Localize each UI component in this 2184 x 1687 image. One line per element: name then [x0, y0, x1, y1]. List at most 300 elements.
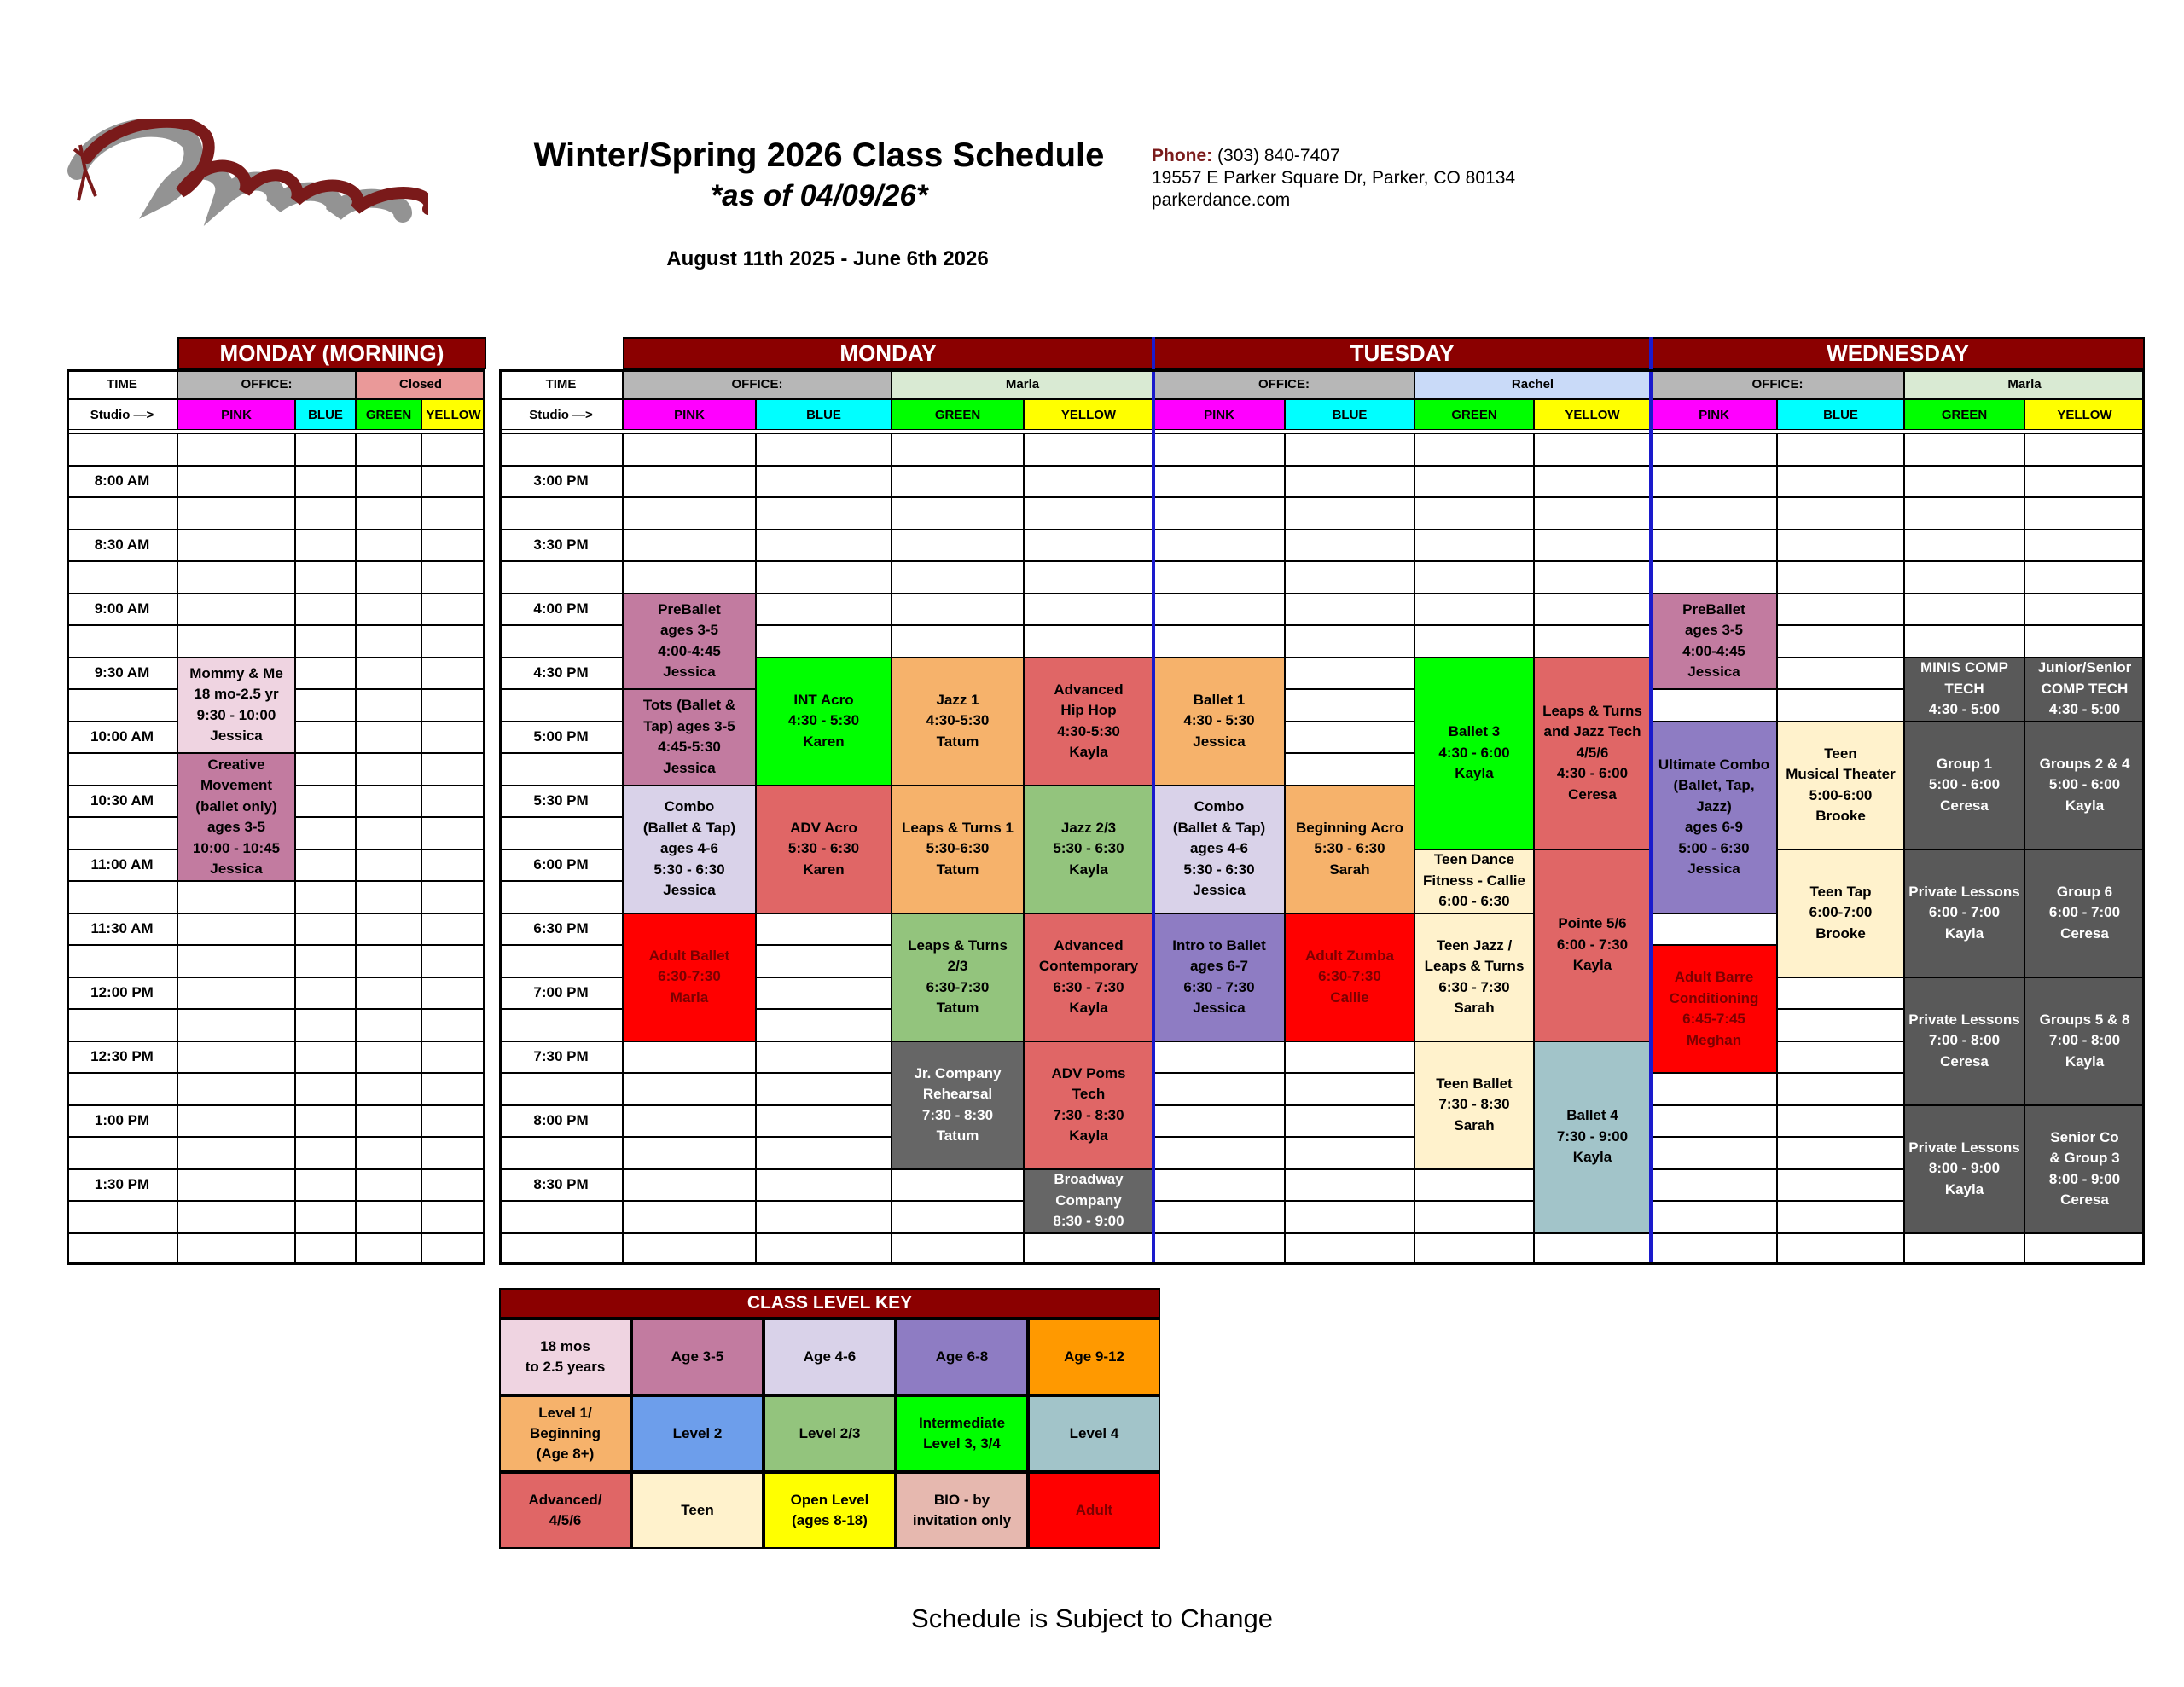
class-block: PreBallet ages 3-5 4:00-4:45 Jessica: [1651, 594, 1777, 690]
schedule-cell: [1777, 530, 1904, 562]
schedule-cell: [892, 466, 1024, 498]
time-slot: 6:00 PM: [499, 849, 623, 882]
time-slot: 3:30 PM: [499, 530, 623, 562]
schedule-cell: [177, 625, 295, 658]
as-of-date: *as of 04/09/26*: [710, 179, 928, 212]
time-slot: [499, 561, 623, 594]
schedule-cell: [421, 945, 485, 977]
schedule-cell: [892, 625, 1024, 658]
schedule-cell: [421, 1041, 485, 1074]
office-label-wednesday: OFFICE:: [1651, 369, 1904, 399]
class-block: Advanced Contemporary 6:30 - 7:30 Kayla: [1024, 913, 1153, 1041]
schedule-cell: [295, 1233, 356, 1266]
session-dates: August 11th 2025 - June 6th 2026: [666, 247, 989, 270]
schedule-cell: [1285, 1169, 1414, 1202]
schedule-cell: [1153, 530, 1285, 562]
schedule-cell: [756, 1041, 892, 1074]
time-slot: [499, 817, 623, 849]
schedule-cell: [295, 497, 356, 530]
schedule-cell: [421, 1073, 485, 1105]
schedule-cell: [421, 786, 485, 818]
schedule-cell: [756, 594, 892, 626]
schedule-cell: [2024, 497, 2145, 530]
schedule-cell: [1153, 1169, 1285, 1202]
schedule-cell: [1285, 497, 1414, 530]
schedule-cell: [623, 1137, 756, 1169]
morning-studio-green: GREEN: [356, 399, 421, 430]
schedule-cell: [2024, 530, 2145, 562]
class-block: Leaps & Turns 2/3 6:30-7:30 Tatum: [892, 913, 1024, 1041]
class-block: Adult Barre Conditioning 6:45-7:45 Meghan: [1651, 945, 1777, 1073]
class-block: MINIS COMP TECH 4:30 - 5:00: [1904, 658, 2024, 722]
class-block: Teen Tap 6:00-7:00 Brooke: [1777, 849, 1904, 977]
schedule-cell: [892, 497, 1024, 530]
time-slot: 10:00 AM: [67, 722, 177, 754]
schedule-cell: [177, 497, 295, 530]
schedule-cell: [1153, 433, 1285, 466]
schedule-cell: [177, 594, 295, 626]
morning-studio-pink: PINK: [177, 399, 295, 430]
class-block: Intro to Ballet ages 6-7 6:30 - 7:30 Jessica: [1153, 913, 1285, 1041]
schedule-cell: [1777, 433, 1904, 466]
schedule-cell: [1534, 625, 1651, 658]
time-slot: [67, 1201, 177, 1233]
schedule-cell: [756, 530, 892, 562]
schedule-cell: [1414, 1169, 1534, 1202]
key-item: Advanced/ 4/5/6: [499, 1472, 631, 1549]
studio-pink-wednesday: PINK: [1651, 399, 1777, 430]
time-slot: [67, 625, 177, 658]
key-item: Level 2: [631, 1395, 764, 1472]
schedule-cell: [356, 1073, 421, 1105]
schedule-cell: [177, 977, 295, 1010]
time-slot: 8:30 PM: [499, 1169, 623, 1202]
schedule-cell: [356, 466, 421, 498]
class-block: Beginning Acro 5:30 - 6:30 Sarah: [1285, 786, 1414, 913]
schedule-cell: [1285, 561, 1414, 594]
schedule-cell: [295, 753, 356, 786]
schedule-cell: [421, 1137, 485, 1169]
schedule-cell: [177, 881, 295, 913]
schedule-cell: [623, 530, 756, 562]
schedule-cell: [1285, 1041, 1414, 1074]
schedule-cell: [1414, 466, 1534, 498]
schedule-cell: [177, 1009, 295, 1041]
schedule-cell: [356, 594, 421, 626]
schedule-cell: [623, 1169, 756, 1202]
schedule-cell: [756, 1233, 892, 1266]
studio-yellow-wednesday: YELLOW: [2024, 399, 2145, 430]
schedule-cell: [1153, 625, 1285, 658]
key-item: Age 9-12: [1028, 1319, 1160, 1395]
class-block: Groups 5 & 8 7:00 - 8:00 Kayla: [2024, 977, 2145, 1105]
schedule-cell: [356, 433, 421, 466]
class-block: Mommy & Me 18 mo-2.5 yr 9:30 - 10:00 Jessica: [177, 658, 295, 754]
morning-studio-blue: BLUE: [295, 399, 356, 430]
schedule-cell: [421, 561, 485, 594]
time-slot: 12:30 PM: [67, 1041, 177, 1074]
schedule-cell: [1904, 497, 2024, 530]
schedule-cell: [1651, 1201, 1777, 1233]
schedule-cell: [2024, 561, 2145, 594]
schedule-cell: [356, 689, 421, 722]
time-slot: 8:00 PM: [499, 1105, 623, 1138]
schedule-cell: [295, 1169, 356, 1202]
schedule-cell: [1777, 466, 1904, 498]
day-header-monday: MONDAY: [623, 337, 1153, 369]
class-block: Adult Ballet 6:30-7:30 Marla: [623, 913, 756, 1041]
schedule-cell: [1651, 1073, 1777, 1105]
time-slot: 9:00 AM: [67, 594, 177, 626]
time-slot: [499, 1233, 623, 1266]
schedule-cell: [1651, 497, 1777, 530]
class-block: Private Lessons 8:00 - 9:00 Kayla: [1904, 1105, 2024, 1233]
time-slot: [499, 881, 623, 913]
schedule-cell: [1904, 1233, 2024, 1266]
schedule-cell: [756, 1009, 892, 1041]
schedule-cell: [177, 1105, 295, 1138]
schedule-cell: [177, 1233, 295, 1266]
schedule-cell: [1153, 561, 1285, 594]
time-slot: [499, 1137, 623, 1169]
class-block: Pointe 5/6 6:00 - 7:30 Kayla: [1534, 849, 1651, 1041]
key-item: Level 4: [1028, 1395, 1160, 1472]
schedule-cell: [2024, 594, 2145, 626]
schedule-cell: [892, 561, 1024, 594]
schedule-cell: [1414, 1233, 1534, 1266]
schedule-cell: [1285, 594, 1414, 626]
schedule-cell: [623, 497, 756, 530]
schedule-cell: [1414, 594, 1534, 626]
key-title: CLASS LEVEL KEY: [499, 1288, 1160, 1319]
time-slot: [67, 1009, 177, 1041]
class-block: Combo (Ballet & Tap) ages 4-6 5:30 - 6:30 Jessica: [1153, 786, 1285, 913]
time-slot: [499, 1073, 623, 1105]
class-block: ADV Poms Tech 7:30 - 8:30 Kayla: [1024, 1041, 1153, 1169]
schedule-cell: [1024, 433, 1153, 466]
schedule-cell: [892, 530, 1024, 562]
key-item: Open Level (ages 8-18): [764, 1472, 896, 1549]
schedule-cell: [421, 466, 485, 498]
schedule-cell: [1904, 466, 2024, 498]
schedule-cell: [295, 1105, 356, 1138]
schedule-cell: [295, 722, 356, 754]
schedule-cell: [295, 977, 356, 1010]
key-item: BIO - by invitation only: [896, 1472, 1028, 1549]
footer-note: Schedule is Subject to Change: [911, 1603, 1273, 1633]
time-slot: [499, 1009, 623, 1041]
schedule-cell: [1534, 530, 1651, 562]
class-block: PreBallet ages 3-5 4:00-4:45 Jessica: [623, 594, 756, 690]
day-separator: [1649, 337, 1653, 1265]
schedule-cell: [1414, 530, 1534, 562]
schedule-cell: [421, 753, 485, 786]
schedule-cell: [756, 561, 892, 594]
schedule-cell: [356, 849, 421, 882]
schedule-cell: [177, 466, 295, 498]
schedule-cell: [1651, 689, 1777, 722]
schedule-cell: [1651, 561, 1777, 594]
schedule-cell: [756, 433, 892, 466]
schedule-cell: [623, 1233, 756, 1266]
time-slot: [67, 561, 177, 594]
class-block: Teen Ballet 7:30 - 8:30 Sarah: [1414, 1041, 1534, 1169]
schedule-cell: [1024, 625, 1153, 658]
schedule-cell: [892, 594, 1024, 626]
schedule-cell: [2024, 433, 2145, 466]
key-item: Teen: [631, 1472, 764, 1549]
schedule-cell: [295, 1041, 356, 1074]
schedule-cell: [1777, 1201, 1904, 1233]
schedule-cell: [756, 913, 892, 946]
schedule-cell: [1777, 1073, 1904, 1105]
schedule-cell: [295, 561, 356, 594]
key-item: Adult: [1028, 1472, 1160, 1549]
schedule-cell: [421, 497, 485, 530]
schedule-cell: [356, 625, 421, 658]
key-item: Age 3-5: [631, 1319, 764, 1395]
schedule-cell: [356, 786, 421, 818]
schedule-cell: [1651, 913, 1777, 946]
class-block: Groups 2 & 4 5:00 - 6:00 Kayla: [2024, 722, 2145, 849]
schedule-cell: [756, 1137, 892, 1169]
class-block: Creative Movement (ballet only) ages 3-5 10:00 - 10:45 Jessica: [177, 753, 295, 881]
schedule-cell: [1651, 466, 1777, 498]
schedule-cell: [1153, 1201, 1285, 1233]
schedule-cell: [1777, 689, 1904, 722]
phone-number: (303) 840-7407: [1217, 146, 1340, 165]
schedule-cell: [356, 881, 421, 913]
class-block: INT Acro 4:30 - 5:30 Karen: [756, 658, 892, 786]
schedule-cell: [177, 433, 295, 466]
time-slot: [67, 817, 177, 849]
schedule-cell: [1777, 1009, 1904, 1041]
schedule-cell: [421, 689, 485, 722]
schedule-cell: [756, 466, 892, 498]
schedule-cell: [295, 945, 356, 977]
schedule-cell: [756, 497, 892, 530]
schedule-cell: [1285, 466, 1414, 498]
schedule-cell: [623, 561, 756, 594]
schedule-cell: [1153, 1041, 1285, 1074]
staff-label-tuesday: Rachel: [1414, 369, 1651, 399]
time-slot: [67, 497, 177, 530]
class-block: Jazz 2/3 5:30 - 6:30 Kayla: [1024, 786, 1153, 913]
schedule-cell: [356, 753, 421, 786]
schedule-cell: [623, 433, 756, 466]
time-slot: 7:30 PM: [499, 1041, 623, 1074]
afternoon-time-header: TIME: [499, 369, 623, 399]
schedule-cell: [421, 1233, 485, 1266]
schedule-cell: [356, 561, 421, 594]
schedule-cell: [1651, 1137, 1777, 1169]
schedule-cell: [1024, 530, 1153, 562]
schedule-cell: [356, 1169, 421, 1202]
schedule-cell: [295, 1009, 356, 1041]
key-item: Age 4-6: [764, 1319, 896, 1395]
schedule-cell: [356, 1233, 421, 1266]
time-slot: [499, 753, 623, 786]
schedule-cell: [356, 658, 421, 690]
time-slot: [499, 497, 623, 530]
class-block: Group 6 6:00 - 7:00 Ceresa: [2024, 849, 2145, 977]
time-slot: 8:00 AM: [67, 466, 177, 498]
schedule-cell: [177, 1041, 295, 1074]
schedule-cell: [421, 1105, 485, 1138]
time-slot: 8:30 AM: [67, 530, 177, 562]
schedule-cell: [1024, 466, 1153, 498]
schedule-cell: [356, 817, 421, 849]
schedule-cell: [421, 433, 485, 466]
office-label-monday: OFFICE:: [623, 369, 892, 399]
schedule-cell: [1534, 561, 1651, 594]
class-block: Adult Zumba 6:30-7:30 Callie: [1285, 913, 1414, 1041]
key-item: Intermediate Level 3, 3/4: [896, 1395, 1028, 1472]
class-block: ADV Acro 5:30 - 6:30 Karen: [756, 786, 892, 913]
class-block: Ballet 4 7:30 - 9:00 Kayla: [1534, 1041, 1651, 1233]
schedule-cell: [295, 530, 356, 562]
schedule-cell: [623, 466, 756, 498]
schedule-cell: [295, 1201, 356, 1233]
schedule-cell: [756, 1105, 892, 1138]
morning-time-header: TIME: [67, 369, 177, 399]
studio-pink-tuesday: PINK: [1153, 399, 1285, 430]
schedule-cell: [1777, 594, 1904, 626]
studio-green-tuesday: GREEN: [1414, 399, 1534, 430]
time-slot: [67, 433, 177, 466]
schedule-cell: [1904, 561, 2024, 594]
schedule-cell: [1285, 1201, 1414, 1233]
schedule-cell: [1904, 530, 2024, 562]
schedule-cell: [356, 1201, 421, 1233]
schedule-cell: [295, 849, 356, 882]
schedule-cell: [756, 1169, 892, 1202]
contact-info: [1152, 145, 1595, 212]
studio-blue-tuesday: BLUE: [1285, 399, 1414, 430]
schedule-cell: [1285, 689, 1414, 722]
schedule-cell: [1534, 594, 1651, 626]
day-header-wednesday: WEDNESDAY: [1651, 337, 2145, 369]
schedule-cell: [295, 1137, 356, 1169]
class-block: Ballet 1 4:30 - 5:30 Jessica: [1153, 658, 1285, 786]
schedule-cell: [1153, 1073, 1285, 1105]
studio-blue-monday: BLUE: [756, 399, 892, 430]
schedule-cell: [1153, 466, 1285, 498]
schedule-cell: [295, 689, 356, 722]
schedule-cell: [421, 658, 485, 690]
studio-green-monday: GREEN: [892, 399, 1024, 430]
schedule-cell: [1024, 594, 1153, 626]
schedule-cell: [1777, 625, 1904, 658]
schedule-cell: [356, 497, 421, 530]
time-slot: [67, 881, 177, 913]
time-slot: 3:00 PM: [499, 466, 623, 498]
schedule-cell: [1414, 625, 1534, 658]
time-slot: 12:00 PM: [67, 977, 177, 1010]
schedule-cell: [1153, 1105, 1285, 1138]
time-slot: [67, 1073, 177, 1105]
key-item: Level 1/ Beginning (Age 8+): [499, 1395, 631, 1472]
class-block: Junior/Senior COMP TECH 4:30 - 5:00: [2024, 658, 2145, 722]
time-slot: [499, 1201, 623, 1233]
schedule-cell: [756, 1201, 892, 1233]
schedule-cell: [356, 945, 421, 977]
phone-label: Phone:: [1152, 146, 1213, 165]
schedule-cell: [1414, 497, 1534, 530]
schedule-cell: [356, 722, 421, 754]
time-slot: [67, 753, 177, 786]
time-slot: 7:00 PM: [499, 977, 623, 1010]
schedule-cell: [1651, 1169, 1777, 1202]
schedule-cell: [1153, 594, 1285, 626]
schedule-cell: [177, 913, 295, 946]
afternoon-studio-header: Studio —>: [499, 399, 623, 430]
schedule-cell: [1024, 497, 1153, 530]
schedule-cell: [756, 977, 892, 1010]
time-slot: 10:30 AM: [67, 786, 177, 818]
schedule-cell: [421, 913, 485, 946]
schedule-cell: [356, 1137, 421, 1169]
website-link: parkerdance.com: [1152, 190, 1291, 210]
key-item: Level 2/3: [764, 1395, 896, 1472]
schedule-cell: [1024, 1233, 1153, 1266]
schedule-cell: [356, 913, 421, 946]
schedule-cell: [892, 1169, 1024, 1202]
morning-office-label: OFFICE:: [177, 369, 356, 399]
schedule-cell: [1285, 433, 1414, 466]
time-slot: 4:30 PM: [499, 658, 623, 690]
schedule-cell: [421, 530, 485, 562]
time-slot: 6:30 PM: [499, 913, 623, 946]
schedule-cell: [295, 786, 356, 818]
morning-studio-yellow: YELLOW: [421, 399, 485, 430]
schedule-cell: [295, 658, 356, 690]
schedule-cell: [295, 881, 356, 913]
class-block: Ballet 3 4:30 - 6:00 Kayla: [1414, 658, 1534, 849]
class-block: Private Lessons 7:00 - 8:00 Ceresa: [1904, 977, 2024, 1105]
schedule-cell: [892, 1201, 1024, 1233]
class-block: Broadway Company 8:30 - 9:00: [1024, 1169, 1153, 1233]
schedule-cell: [1285, 625, 1414, 658]
schedule-cell: [421, 722, 485, 754]
schedule-cell: [295, 817, 356, 849]
schedule-cell: [421, 1009, 485, 1041]
schedule-cell: [1285, 658, 1414, 690]
schedule-cell: [1285, 1137, 1414, 1169]
schedule-cell: [295, 466, 356, 498]
schedule-cell: [1904, 594, 2024, 626]
schedule-cell: [295, 433, 356, 466]
schedule-cell: [2024, 625, 2145, 658]
schedule-cell: [1153, 497, 1285, 530]
schedule-cell: [1651, 530, 1777, 562]
schedule-cell: [756, 945, 892, 977]
time-slot: [499, 689, 623, 722]
schedule-cell: [1024, 561, 1153, 594]
schedule-cell: [1904, 433, 2024, 466]
schedule-cell: [356, 1009, 421, 1041]
schedule-cell: [1777, 1105, 1904, 1138]
schedule-cell: [1651, 1105, 1777, 1138]
time-slot: 1:30 PM: [67, 1169, 177, 1202]
class-block: Private Lessons 6:00 - 7:00 Kayla: [1904, 849, 2024, 977]
schedule-cell: [177, 945, 295, 977]
time-slot: [67, 689, 177, 722]
time-slot: [499, 945, 623, 977]
time-slot: [67, 945, 177, 977]
schedule-cell: [1777, 1169, 1904, 1202]
schedule-cell: [1285, 722, 1414, 754]
